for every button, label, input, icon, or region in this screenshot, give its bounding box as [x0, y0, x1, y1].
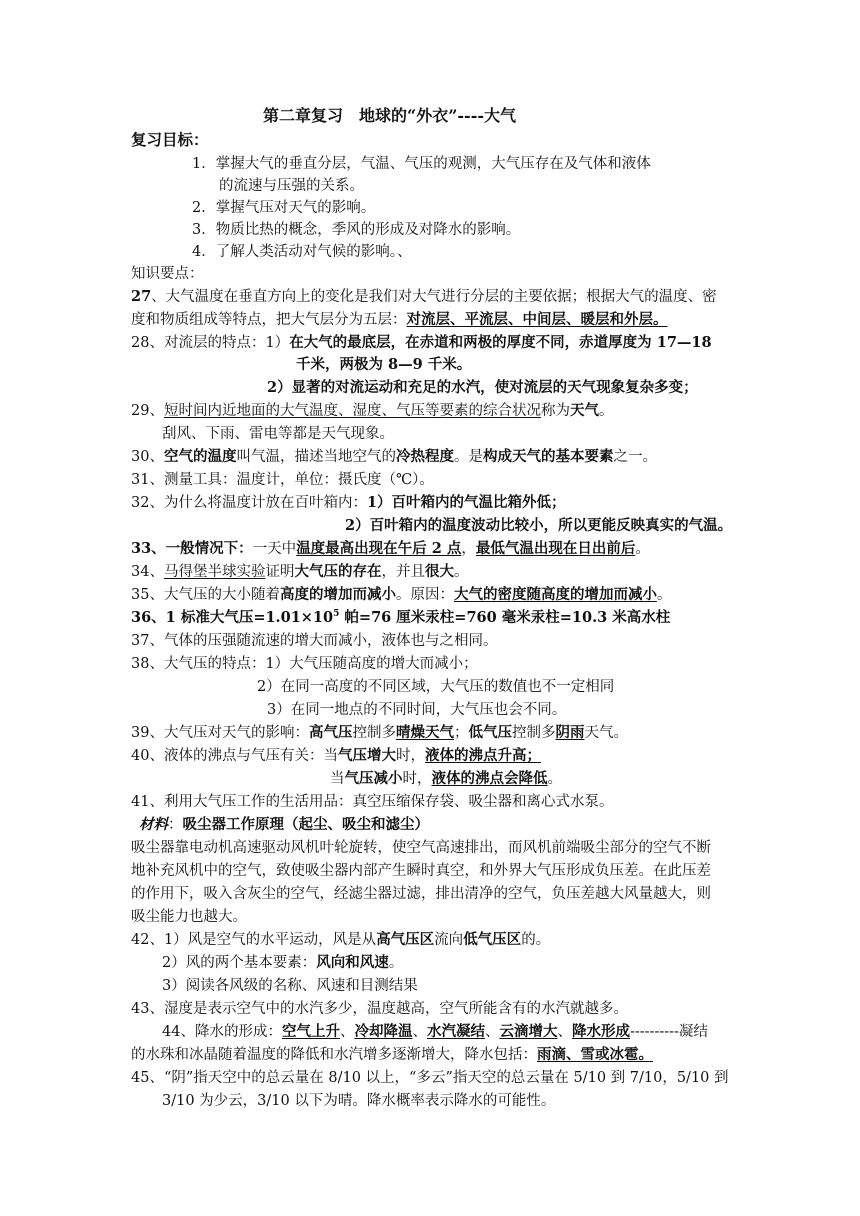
point-29-continued: 刮风、下雨、雷电等都是天气现象。 [162, 426, 394, 442]
goals-heading: 复习目标： [131, 130, 209, 149]
point-37: 37、气体的压强随流速的增大而减小，液体也与之相同。 [131, 633, 498, 649]
point-42: 42、1）风是空气的水平运动，风是从高气压区流向低气压区的。 [131, 931, 551, 948]
goal-item-continued: 的流速与压强的关系。 [219, 178, 364, 194]
point-35: 35、大气压的大小随着高度的增加而减小。原因：大气的密度随高度的增加而减小。 [131, 586, 672, 603]
point-29: 29、短时间内近地面的大气温度、湿度、气压等要素的综合状况称为天气。 [131, 402, 614, 419]
point-42-third: 3）阅读各风级的名称、风速和目测结果 [162, 978, 418, 994]
point-41: 41、利用大气压工作的生活用品：真空压缩保存袋、吸尘器和离心式水泵。 [131, 794, 614, 810]
point-34: 34、马得堡半球实验证明大气压的存在，并且很大。 [131, 563, 469, 580]
point-38-second: 2）在同一高度的不同区域，大气压的数值也不一定相同 [257, 679, 615, 695]
point-44: 44、降水的形成：空气上升、冷却降温、水汽凝结、云滴增大、降水形成----------凝结 [162, 1023, 708, 1040]
point-38-third: 3）在同一地点的不同时间，大气压也会不同。 [267, 702, 567, 718]
point-36: 36、1 标准大气压$=1.01\times 10^5$ 帕=76 厘米汞柱=760 毫米汞柱=10.3 米高水柱 [131, 609, 671, 626]
point-33: 33、一般情况下：一天中温度最高出现在午后 2 点，最低气温出现在日出前后。 [131, 540, 650, 557]
points-heading: 知识要点： [131, 266, 204, 282]
point-30: 30、空气的温度叫气温，描述当地空气的冷热程度。是构成天气的基本要素之一。 [131, 448, 657, 465]
material-paragraph-line: 的作用下，吸入含灰尘的空气，经滤尘器过滤，排出清净的空气，负压差越大风量越大，则 [131, 886, 711, 902]
point-43: 43、湿度是表示空气中的水汽多少，温度越高，空气所能含有的水汽就越多。 [131, 1001, 628, 1017]
point-42-second: 2）风的两个基本要素：风向和风速。 [162, 954, 404, 971]
point-45: 45、“阴”指天空中的总云量在 8/10 以上，“多云”指天空的总云量在 5/10 到 7/10，5/10 到 [131, 1070, 729, 1086]
material-paragraph-line: 吸尘能力也越大。 [131, 909, 247, 925]
point-27: 27、大气温度在垂直方向上的变化是我们对大气进行分层的主要依据；根据大气的温度、密 [131, 288, 717, 305]
material-paragraph-line: 吸尘器靠电动机高速驱动风机叶轮旋转，使空气高速排出，而风机前端吸尘部分的空气不断 [131, 840, 711, 856]
point-45-continued: 3/10 为少云，3/10 以下为晴。降水概率表示降水的可能性。 [162, 1093, 556, 1109]
point-32: 32、为什么将温度计放在百叶箱内：1）百叶箱内的气温比箱外低； [131, 494, 566, 511]
goal-item: 4．了解人类活动对气候的影响。、 [192, 244, 412, 260]
material-paragraph-line: 地补充风机中的空气，致使吸尘器内部产生瞬时真空，和外界大气压形成负压差。在此压差 [131, 863, 711, 879]
point-32-second: 2）百叶箱内的温度波动比较小，所以更能反映真实的气温。 [345, 517, 733, 534]
point-28-second: 2）显著的对流运动和充足的水汽，使对流层的天气现象复杂多变； [267, 379, 698, 396]
point-28-continued: 千米，两极为 8—9 千米。 [296, 356, 472, 373]
point-40: 40、液体的沸点与气压有关：当气压增大时，液体的沸点升高； [131, 747, 541, 764]
point-40-second: 当气压减小时，液体的沸点会降低。 [330, 770, 562, 787]
page-title: 第二章复习 地球的“外衣”----大气 [263, 106, 516, 125]
goal-item: 1．掌握大气的垂直分层，气温、气压的观测，大气压存在及气体和液体 [192, 156, 651, 172]
point-39: 39、大气压对天气的影响：高气压控制多晴燥天气；低气压控制多阴雨天气。 [131, 724, 628, 741]
point-44-continued: 的水珠和冰晶随着温度的降低和水汽增多逐渐增大，降水包括：雨滴、雪或冰雹。 [131, 1046, 653, 1063]
point-28: 28、对流层的特点：1）在大气的最底层，在赤道和两极的厚度不同，赤道厚度为 17—18 [131, 334, 712, 351]
point-38: 38、大气压的特点：1）大气压随高度的增大而减小； [131, 656, 478, 672]
goal-item: 3．物质比热的概念，季风的形成及对降水的影响。 [192, 222, 521, 238]
goal-item: 2．掌握气压对天气的影响。 [192, 200, 376, 216]
material-heading: 材料：吸尘器工作原理（起尘、吸尘和滤尘） [139, 816, 429, 833]
point-27-continued: 度和物质组成等特点，把大气层分为五层：对流层、平流层、中间层、暖层和外层。 [131, 311, 668, 328]
point-31: 31、测量工具：温度计，单位：摄氏度（℃）。 [131, 472, 434, 488]
